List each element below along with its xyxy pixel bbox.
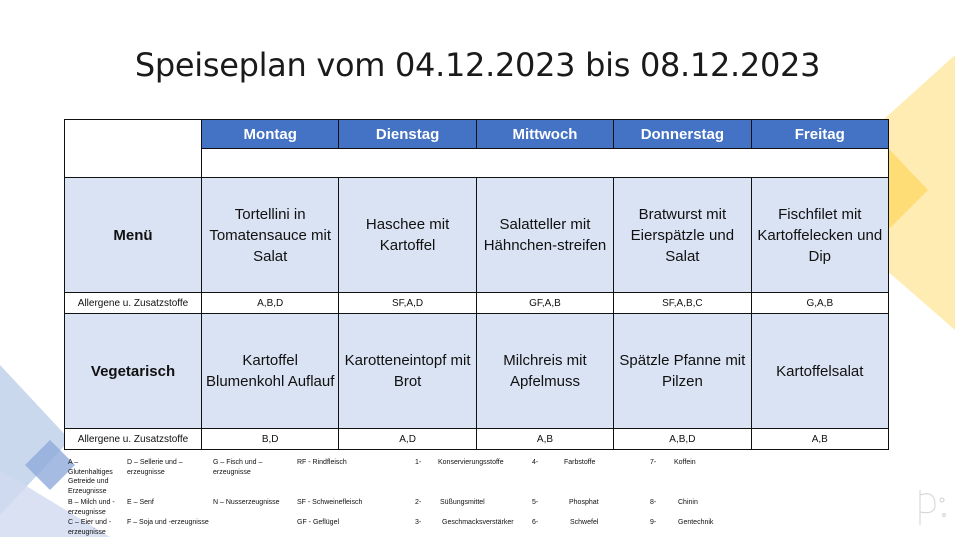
day-header-tuesday: Dienstag: [339, 120, 476, 149]
legend-text-2: Süßungsmittel: [440, 499, 485, 506]
dish-menu-friday: Fischfilet mit Kartoffelecken und Dip: [751, 178, 888, 293]
day-header-row: [65, 120, 889, 149]
legend-text-1: Konservierungsstoffe: [438, 459, 504, 466]
dish-menu-thursday: Bratwurst mit Eierspätzle und Salat: [614, 178, 751, 293]
legend-text-7: Koffein: [674, 459, 696, 466]
veg-allergen-row: [65, 429, 889, 450]
dish-menu-wednesday: Salatteller mit Hähnchen-streifen: [476, 178, 613, 293]
legend-b: B – Milch und -erzeugnisse: [68, 499, 115, 516]
legend-text-8: Chinin: [678, 499, 698, 506]
legend-text-9: Gentechnik: [678, 519, 714, 526]
dish-veg-thursday: Spätzle Pfanne mit Pilzen: [614, 314, 751, 429]
legend-text-3: Geschmacksverstärker: [442, 519, 514, 526]
legend-g: G – Fisch und –erzeugnisse: [213, 459, 263, 476]
day-header-wednesday: Mittwoch: [476, 120, 613, 149]
allergen-menu-friday: G,A,B: [751, 293, 888, 314]
logo-watermark: [920, 490, 946, 525]
dish-menu-monday: Tortellini in Tomatensauce mit Salat: [202, 178, 339, 293]
legend-f: F – Soja und -erzeugnisse: [127, 519, 209, 526]
day-header-friday: Freitag: [751, 120, 888, 149]
allergen-veg-friday: A,B: [751, 429, 888, 450]
day-header-monday: Montag: [202, 120, 339, 149]
legend-text-6: Schwefel: [570, 519, 599, 526]
legend-num-4: 4-: [532, 459, 539, 466]
veg-row: [65, 314, 889, 429]
legend-a: A – Glutenhaltiges Getreide und Erzeugnisse: [68, 459, 113, 495]
legend-rf: RF - Rindfleisch: [297, 459, 347, 466]
allergen-label-menu: Allergene u. Zusatzstoffe: [65, 293, 202, 314]
legend-num-6: 6-: [532, 519, 539, 526]
legend-num-2: 2-: [415, 499, 422, 506]
row-label-vegetarisch: Vegetarisch: [65, 314, 202, 429]
dish-veg-tuesday: Karotteneintopf mit Brot: [339, 314, 476, 429]
legend-d: D – Sellerie und –erzeugnisse: [127, 459, 183, 476]
legend-gf: GF - Geflügel: [297, 519, 340, 526]
spacer-cell: [202, 149, 889, 178]
allergen-menu-thursday: SF,A,B,C: [614, 293, 751, 314]
legend-c: C – Eier und -erzeugnisse: [68, 519, 112, 536]
allergen-menu-wednesday: GF,A,B: [476, 293, 613, 314]
legend-n: N – Nusserzeugnisse: [213, 499, 280, 506]
day-header-thursday: Donnerstag: [614, 120, 751, 149]
allergen-menu-monday: A,B,D: [202, 293, 339, 314]
allergen-veg-thursday: A,B,D: [614, 429, 751, 450]
legend-e: E – Senf: [127, 499, 154, 506]
legend-text-4: Farbstoffe: [564, 459, 596, 466]
allergen-veg-tuesday: A,D: [339, 429, 476, 450]
dish-veg-wednesday: Milchreis mit Apfelmuss: [476, 314, 613, 429]
corner-cell: [65, 120, 202, 178]
legend-num-8: 8-: [650, 499, 657, 506]
legend-num-7: 7-: [650, 459, 657, 466]
legend-text-5: Phosphat: [569, 499, 599, 506]
meal-plan-table: [64, 119, 889, 450]
allergen-veg-monday: B,D: [202, 429, 339, 450]
legend-num-3: 3-: [415, 519, 422, 526]
menu-row: [65, 178, 889, 293]
legend-num-5: 5-: [532, 499, 539, 506]
allergen-label-veg: Allergene u. Zusatzstoffe: [65, 429, 202, 450]
menu-allergen-row: [65, 293, 889, 314]
page-title: Speiseplan vom 04.12.2023 bis 08.12.2023: [134, 46, 821, 84]
dish-veg-monday: Kartoffel Blumenkohl Auflauf: [202, 314, 339, 429]
legend-sf: SF - Schweinefleisch: [297, 499, 363, 506]
dish-veg-friday: Kartoffelsalat: [751, 314, 888, 429]
allergen-veg-wednesday: A,B: [476, 429, 613, 450]
row-label-menu: Menü: [65, 178, 202, 293]
legend-num-1: 1-: [415, 459, 422, 466]
legend-num-9: 9-: [650, 519, 657, 526]
allergen-menu-tuesday: SF,A,D: [339, 293, 476, 314]
dish-menu-tuesday: Haschee mit Kartoffel: [339, 178, 476, 293]
